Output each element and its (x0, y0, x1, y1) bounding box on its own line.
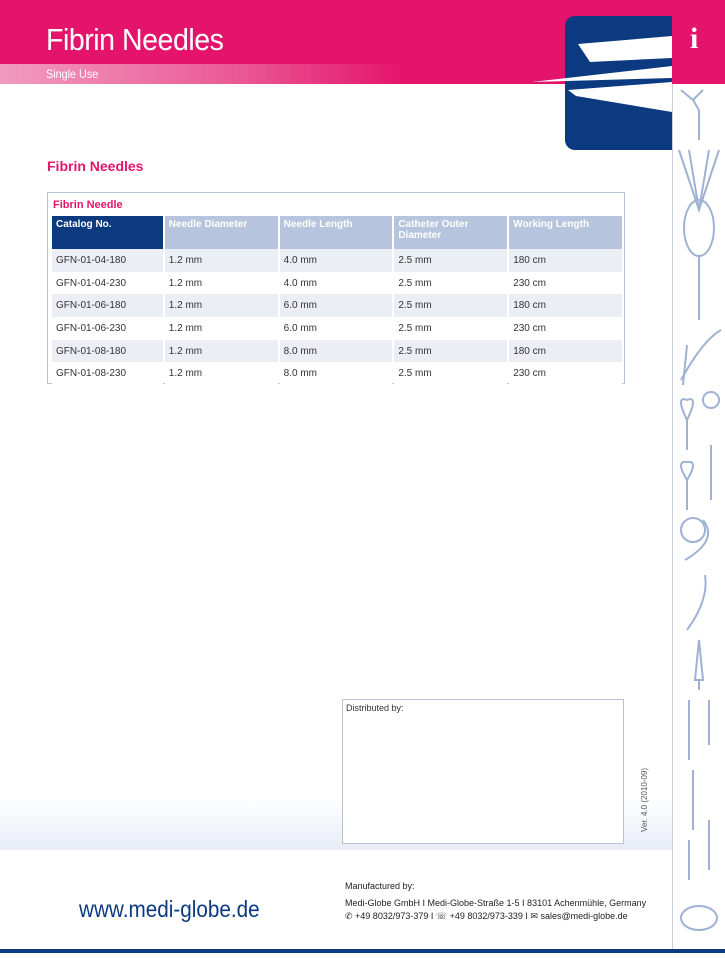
column-header-needle-length: Needle Length (280, 216, 393, 249)
table-row (52, 249, 622, 272)
table-cell: 2.5 mm (394, 249, 507, 272)
table-cell: GFN-01-06-230 (52, 317, 163, 340)
spec-table (50, 216, 624, 385)
table-cell: 6.0 mm (280, 294, 393, 317)
table-cell: 1.2 mm (165, 340, 278, 363)
table-cell: GFN-01-08-230 (52, 362, 163, 385)
table-cell: 230 cm (509, 272, 622, 295)
table-cell: 2.5 mm (394, 294, 507, 317)
table-row (52, 362, 622, 385)
table-cell: 1.2 mm (165, 317, 278, 340)
distributor-label: Distributed by: (346, 703, 404, 713)
table-cell: 6.0 mm (280, 317, 393, 340)
table-cell: 180 cm (509, 340, 622, 363)
section-title: Fibrin Needles (47, 158, 144, 174)
sidebar-instruments (672, 0, 725, 953)
website-link[interactable]: www.medi-globe.de (79, 896, 260, 922)
table-cell: GFN-01-08-180 (52, 340, 163, 363)
table-row (52, 340, 622, 363)
page-subtitle: Single Use (46, 67, 99, 81)
manufactured-label: Manufactured by: (345, 881, 415, 891)
table-row (52, 317, 622, 340)
table-cell: 1.2 mm (165, 294, 278, 317)
table-cell: 2.5 mm (394, 340, 507, 363)
version-label: Ver. 4.0 (2010-09) (640, 767, 649, 832)
table-cell: 2.5 mm (394, 362, 507, 385)
table-cell: 4.0 mm (280, 272, 393, 295)
table-cell: 1.2 mm (165, 249, 278, 272)
table-cell: 230 cm (509, 317, 622, 340)
table-cell: 2.5 mm (394, 272, 507, 295)
medi-globe-logo-icon (520, 16, 672, 150)
spec-table-box (47, 192, 625, 384)
column-header-catheter-diameter: Catheter Outer Diameter (394, 216, 507, 249)
table-cell: 8.0 mm (280, 362, 393, 385)
instrument-illustrations-icon (673, 0, 725, 953)
manufacturer-block (345, 880, 646, 923)
table-cell: 4.0 mm (280, 249, 393, 272)
table-cell: 230 cm (509, 362, 622, 385)
table-cell: GFN-01-04-180 (52, 249, 163, 272)
manufacturer-contact: ✆ +49 8032/973-379 I ☏ +49 8032/973-339 I ✉ sales@medi-globe.de (345, 911, 628, 921)
info-tab[interactable] (672, 0, 725, 84)
table-cell: 2.5 mm (394, 317, 507, 340)
table-cell: GFN-01-04-230 (52, 272, 163, 295)
column-header-catalog: Catalog No. (52, 216, 163, 249)
column-header-working-length: Working Length (509, 216, 622, 249)
table-cell: 180 cm (509, 294, 622, 317)
table-cell: GFN-01-06-180 (52, 294, 163, 317)
table-row (52, 294, 622, 317)
table-cell: 8.0 mm (280, 340, 393, 363)
page-title: Fibrin Needles (46, 22, 224, 57)
table-row (52, 272, 622, 295)
table-cell: 180 cm (509, 249, 622, 272)
table-cell: 1.2 mm (165, 362, 278, 385)
distributor-box (342, 699, 624, 844)
info-icon: i (690, 22, 699, 55)
bottom-rule (0, 949, 725, 953)
table-cell: 1.2 mm (165, 272, 278, 295)
column-header-needle-diameter: Needle Diameter (165, 216, 278, 249)
manufacturer-address: Medi-Globe GmbH I Medi-Globe-Straße 1-5 I 83101 Achenmühle, Germany (345, 898, 647, 908)
table-caption: Fibrin Needle (53, 199, 123, 211)
